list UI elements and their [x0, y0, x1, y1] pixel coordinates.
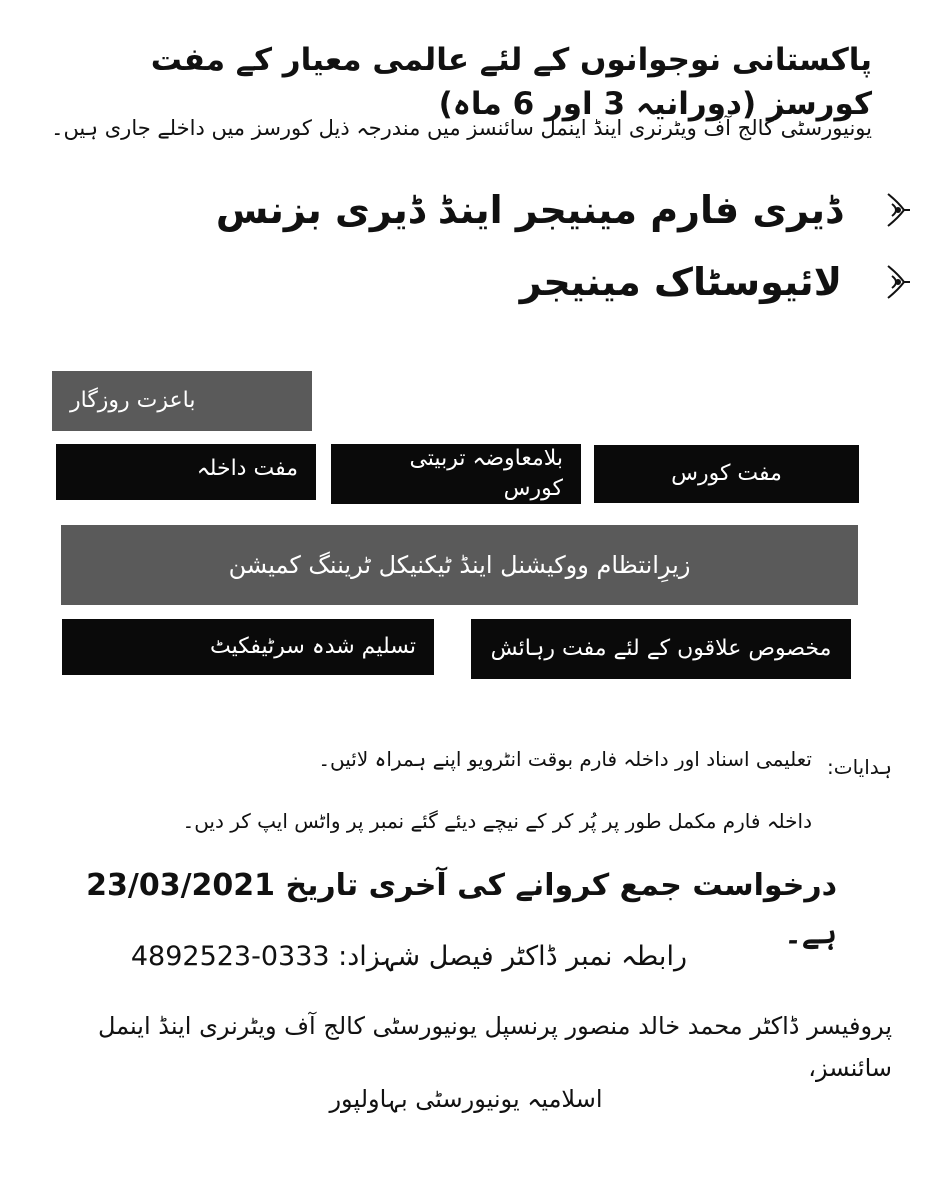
contact-number: رابطہ نمبر ڈاکٹر فیصل شہزاد: 0333-4892523 — [130, 941, 687, 972]
page-title: پاکستانی نوجوانوں کے لئے عالمی معیار کے مفت کورسز (دورانیہ 3 اور 6 ماہ) — [150, 42, 872, 122]
feature-unpaid-training-course: بلامعاوضہ تربیتی کورس — [331, 444, 581, 504]
instruction-item: تعلیمی اسناد اور داخلہ فارم بوقت انٹرویو اپنے ہمراہ لائیں۔ — [318, 747, 812, 771]
feature-free-course: مفت کورس — [594, 445, 859, 503]
course-livestock-manager: لائیوسٹاک مینیجر — [519, 260, 842, 304]
feature-tevta-management: زیرِانتظام ووکیشنل اینڈ ٹیکنیکل ٹریننگ کمیشن — [61, 525, 858, 605]
feature-recognized-certificate: تسلیم شدہ سرٹیفکیٹ — [62, 619, 434, 675]
principal-name: پروفیسر ڈاکٹر محمد خالد منصور پرنسپل یونیورسٹی کالج آف ویٹرنری اینڈ اینمل سائنسز، — [98, 1012, 892, 1082]
instruction-item: داخلہ فارم مکمل طور پر پُر کر کے نیچے دیئے گئے نمبر پر واٹس ایپ کر دیں۔ — [182, 809, 812, 833]
ornamental-bullet-icon — [882, 256, 912, 308]
instructions-label: ہدایات: — [827, 755, 892, 779]
application-deadline: درخواست جمع کروانے کی آخری تاریخ 23/03/2021 ہے۔ — [86, 868, 837, 951]
feature-free-admission: مفت داخلہ — [56, 444, 316, 500]
feature-free-accommodation: مخصوص علاقوں کے لئے مفت رہائش — [471, 619, 851, 679]
university-name: اسلامیہ یونیورسٹی بہاولپور — [329, 1085, 603, 1113]
course-dairy-farm-manager: ڈیری فارم مینیجر اینڈ ڈیری بزنس — [215, 188, 842, 232]
page-subtitle: یونیورسٹی کالج آف ویٹرنری اینڈ اینمل سائنسز میں مندرجہ ذیل کورسز میں داخلے جاری ہیں۔ — [51, 116, 872, 140]
feature-honorable-employment: باعزت روزگار — [52, 371, 312, 431]
ornamental-bullet-icon — [882, 184, 912, 236]
